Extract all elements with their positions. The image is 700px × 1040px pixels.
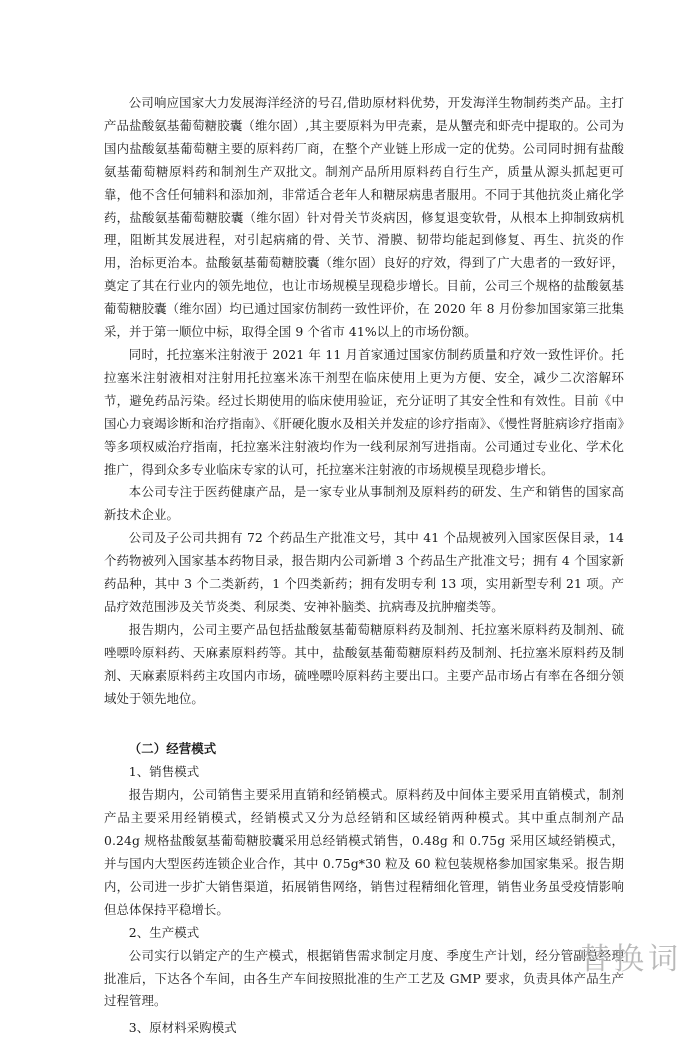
subheading-production-model: 2、生产模式 xyxy=(128,924,200,940)
document-page xyxy=(104,92,624,1040)
paragraph-production-model: 公司实行以销定产的生产模式，根据销售需求制定月度、季度生产计划，经分管副总经理批准后，下达各个车间，由各生产车间按照批准的生产工艺及 GMP 要求，负责具体产品生产过程管理。 xyxy=(104,947,624,1009)
watermark-text: 替换词 xyxy=(580,942,682,977)
paragraph-company-profile: 本公司专注于医药健康产品，是一家专业从事制剂及原料药的研发、生产和销售的国家高新技术企业。 xyxy=(104,484,624,523)
paragraph-sales-model: 报告期内，公司销售主要采用直销和经销模式。原料药及中间体主要采用直销模式，制剂产品主要采用经销模式，经销模式又分为总经销和区域经销两种模式。其中重点制剂产品 0.24g 规格盐酸氨基葡萄糖胶囊采用总经销模式销售，0.48g 和 0.75g 采用区域经销模式，并与国内大型医药连锁企业合作，其中 0.75g*30 粒及 60 粒包装规格参加国家集采。报告期内，公司进一步扩大销售渠道，拓展销售网络，销售过程精细化管理，销售业务虽受疫情影响但总体保持平稳增长。 xyxy=(104,787,624,917)
subheading-sales-model: 1、销售模式 xyxy=(128,764,200,780)
paragraph-glucosamine: 公司响应国家大力发展海洋经济的号召,借助原材料优势，开发海洋生物制药类产品。主打产品盐酸氨基葡萄糖胶囊（维尔固）,其主要原料为甲壳素，是从蟹壳和虾壳中提取的。公司为国内盐酸氨基葡萄糖主要的原料药厂商，在整个产业链上形成一定的优势。公司同时拥有盐酸氨基葡萄糖原料药和制剂生产双批文。制剂产品所用原料药自行生产，质量从源头抓起更可靠，他不含任何辅料和添加剂，非常适合老年人和糖尿病患者服用。不同于其他抗炎止痛化学药，盐酸氨基葡萄糖胶囊（维尔固）针对骨关节炎病因，修复退变软骨，从根本上抑制致病机理，阻断其发展进程，对引起病痛的骨、关节、滑膜、韧带均能起到修复、再生、抗炎的作用，治标更治本。盐酸氨基葡萄糖胶囊（维尔固）良好的疗效，得到了广大患者的一致好评，奠定了其在行业内的领先地位，也让市场规模呈现稳步增长。目前，公司三个规格的盐酸氨基葡萄糖胶囊（维尔固）均已通过国家仿制药一致性评价，在 2020 年 8 月份参加国家第三批集采，并于第一顺位中标，取得全国 9 个省市 41%以上的市场份额。 xyxy=(104,95,624,340)
paragraph-torasemide: 同时，托拉塞米注射液于 2021 年 11 月首家通过国家仿制药质量和疗效一致性评价。托拉塞米注射液相对注射用托拉塞米冻干剂型在临床使用上更为方便、安全，减少二次溶解环节，避免药品污染。经过长期使用的临床使用验证，充分证明了其安全性和有效性。目前《中国心力衰竭诊断和治疗指南》、《肝硬化腹水及相关并发症的诊疗指南》、《慢性肾脏病诊疗指南》等多项权威治疗指南，托拉塞米注射液均作为一线利尿剂写进指南。公司通过专业化、学术化推广，得到众多专业临床专家的认可，托拉塞米注射液的市场规模呈现稳步增长。 xyxy=(104,346,624,477)
paragraph-main-products: 报告期内，公司主要产品包括盐酸氨基葡萄糖原料药及制剂、托拉塞米原料药及制剂、硫唑嘌呤原料药、天麻素原料药等。其中，盐酸氨基葡萄糖原料药及制剂、托拉塞米原料药及制剂、天麻素原料药主攻国内市场，硫唑嘌呤原料药主要出口。主要产品市场占有率在各细分领域处于领先地位。 xyxy=(104,621,624,706)
paragraph-approvals: 公司及子公司共拥有 72 个药品生产批准文号，其中 41 个品规被列入国家医保目录，14 个药物被列入国家基本药物目录，报告期内公司新增 3 个药品生产批准文号；拥有 4 个国家新药品种，其中 3 个二类新药，1 个四类新药；拥有发明专利 13 项，实用新型专利 21 项。产品疗效范围涉及关节炎类、利尿类、安神补脑类、抗病毒及抗肿瘤类等。 xyxy=(104,530,624,614)
section-heading-business-model: （二）经营模式 xyxy=(128,741,217,757)
subheading-procurement-model: 3、原材料采购模式 xyxy=(128,1020,237,1036)
